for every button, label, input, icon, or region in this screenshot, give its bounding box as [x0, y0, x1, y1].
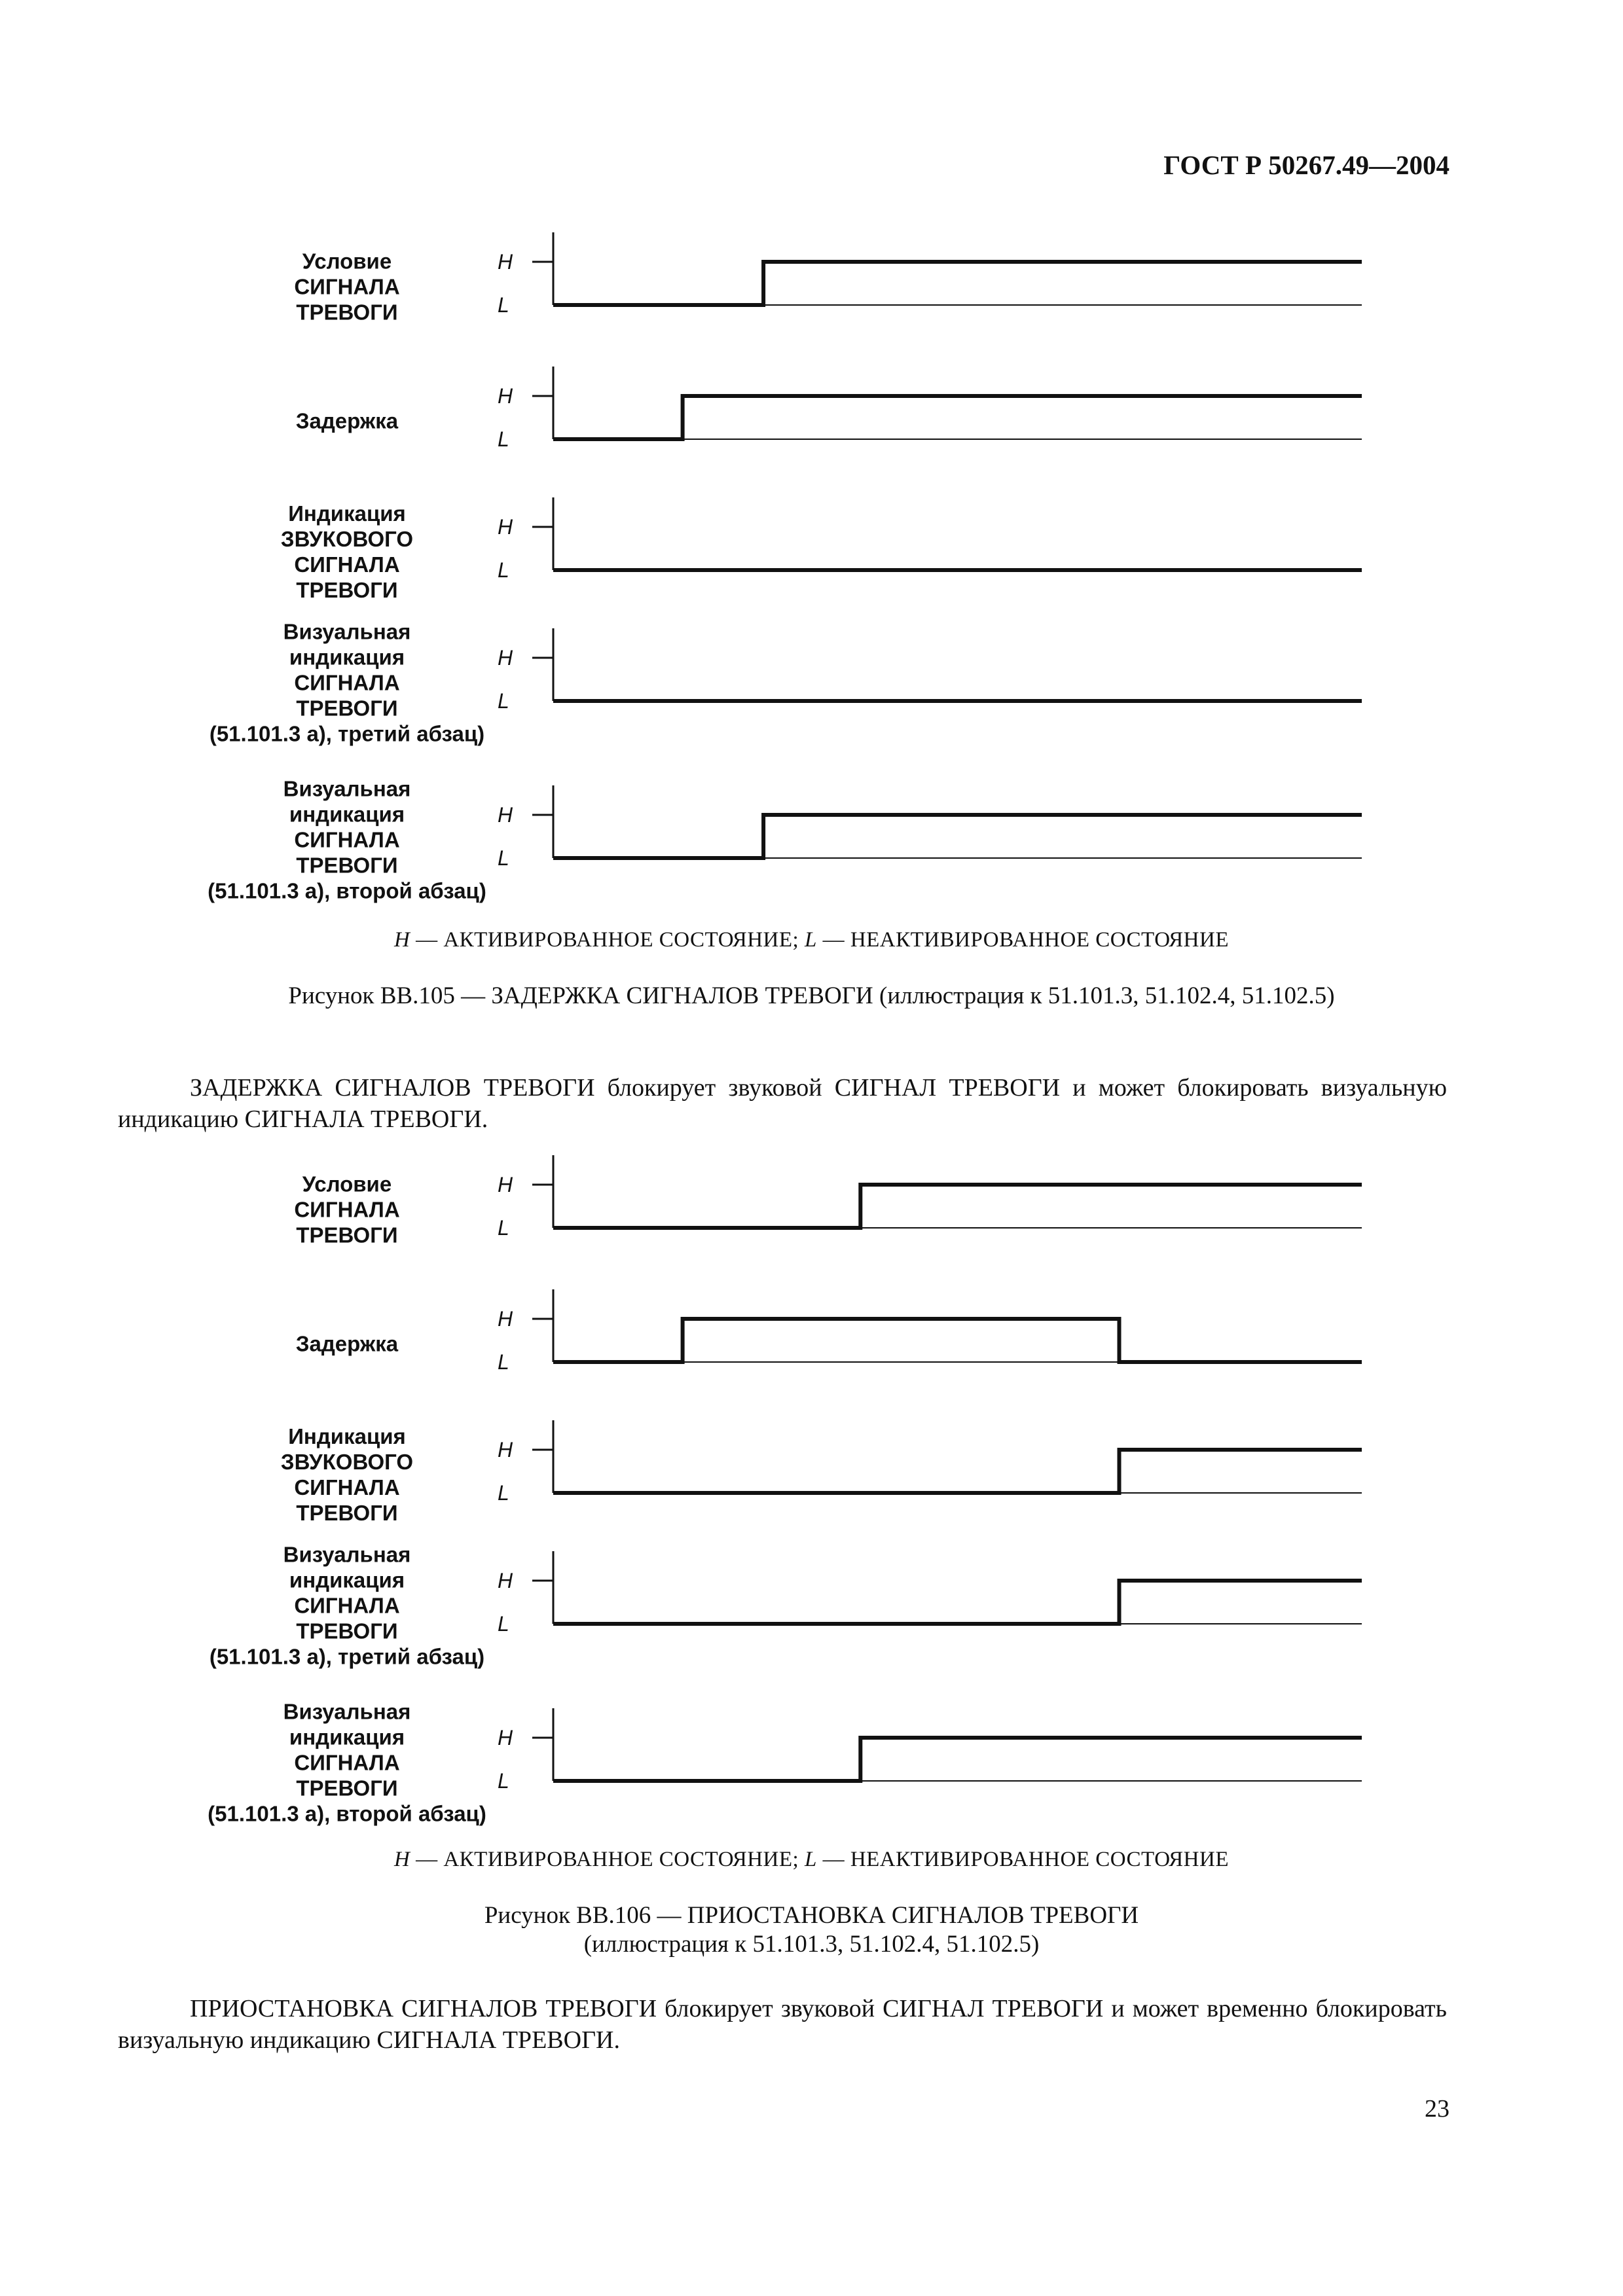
signal-label: Индикация ЗВУКОВОГО СИГНАЛА ТРЕВОГИ — [280, 501, 414, 602]
level-label-high: H — [498, 1726, 513, 1749]
level-label-low: L — [498, 1481, 509, 1505]
level-label-low: L — [498, 558, 509, 582]
level-label-high: H — [498, 1438, 513, 1462]
figure-legend: H — АКТИВИРОВАННОЕ СОСТОЯНИЕ; L — НЕАКТИВИРОВАННОЕ СОСТОЯНИЕ — [393, 928, 1230, 952]
signal-label: Визуальная индикация СИГНАЛА ТРЕВОГИ (51.101.3 а), второй абзац) — [208, 1699, 486, 1826]
level-label-high: H — [498, 1307, 513, 1331]
paragraph-text: ЗАДЕРЖКА СИГНАЛОВ ТРЕВОГИ блокирует звуковой СИГНАЛ ТРЕВОГИ и может блокировать визуальную индикацию СИГНАЛА ТРЕВОГИ. — [118, 1074, 1447, 1133]
level-label-high: H — [498, 250, 513, 274]
level-label-low: L — [498, 293, 509, 317]
figure-caption — [0, 982, 1623, 1011]
level-label-high: H — [498, 1173, 513, 1196]
signal-waveform — [553, 396, 1362, 439]
page-number: 23 — [1425, 2095, 1450, 2123]
signal-waveform — [553, 1450, 1362, 1493]
signal-waveform — [553, 262, 1362, 305]
level-label-high: H — [498, 803, 513, 827]
level-label-high: H — [498, 646, 513, 670]
level-label-low: L — [498, 1216, 509, 1240]
paragraph-text: ПРИОСТАНОВКА СИГНАЛОВ ТРЕВОГИ блокирует звуковой СИГНАЛ ТРЕВОГИ и может временно блокировать визуальную индикацию СИГНАЛА ТРЕВОГИ. — [118, 1995, 1447, 2054]
figure-caption — [0, 1901, 1623, 1959]
level-label-low: L — [498, 427, 509, 451]
signal-label: Индикация ЗВУКОВОГО СИГНАЛА ТРЕВОГИ — [280, 1424, 414, 1525]
caption-line: (иллюстрация к 51.101.3, 51.102.4, 51.102.5) — [583, 1931, 1040, 1958]
signal-waveform — [553, 1185, 1362, 1228]
paragraph-delay — [118, 1072, 1447, 1135]
caption-line: Рисунок ВВ.105 — ЗАДЕРЖКА СИГНАЛОВ ТРЕВОГИ (иллюстрация к 51.101.3, 51.102.4, 51.102.5) — [288, 982, 1335, 1009]
signal-label: Визуальная индикация СИГНАЛА ТРЕВОГИ (51.101.3 а), третий абзац) — [209, 1542, 485, 1669]
level-label-high: H — [498, 384, 513, 408]
signal-label: Задержка — [295, 1331, 399, 1356]
signal-label: Задержка — [295, 408, 399, 433]
caption-line: Рисунок ВВ.106 — ПРИОСТАНОВКА СИГНАЛОВ ТРЕВОГИ — [484, 1902, 1139, 1929]
level-label-low: L — [498, 846, 509, 870]
signal-label: Условие СИГНАЛА ТРЕВОГИ — [294, 249, 400, 325]
level-label-high: H — [498, 1569, 513, 1592]
level-label-low: L — [498, 689, 509, 713]
signal-label: Визуальная индикация СИГНАЛА ТРЕВОГИ (51.101.3 а), второй абзац) — [208, 776, 486, 903]
figure-legend: H — АКТИВИРОВАННОЕ СОСТОЯНИЕ; L — НЕАКТИВИРОВАННОЕ СОСТОЯНИЕ — [393, 1848, 1230, 1871]
level-label-low: L — [498, 1769, 509, 1793]
signal-waveform — [553, 1581, 1362, 1624]
timing-diagram-figure-bb106 — [0, 1145, 1623, 1833]
timing-diagram-figure-bb105 — [0, 223, 1623, 916]
signal-label: Визуальная индикация СИГНАЛА ТРЕВОГИ (51.101.3 а), третий абзац) — [209, 619, 485, 746]
signal-waveform — [553, 815, 1362, 858]
level-label-high: H — [498, 515, 513, 539]
document-code-header: ГОСТ Р 50267.49—2004 — [1163, 150, 1450, 180]
signal-waveform — [553, 1319, 1362, 1362]
signal-label: Условие СИГНАЛА ТРЕВОГИ — [294, 1172, 400, 1247]
signal-waveform — [553, 1738, 1362, 1781]
paragraph-pause — [118, 1993, 1447, 2056]
level-label-low: L — [498, 1350, 509, 1374]
level-label-low: L — [498, 1612, 509, 1636]
